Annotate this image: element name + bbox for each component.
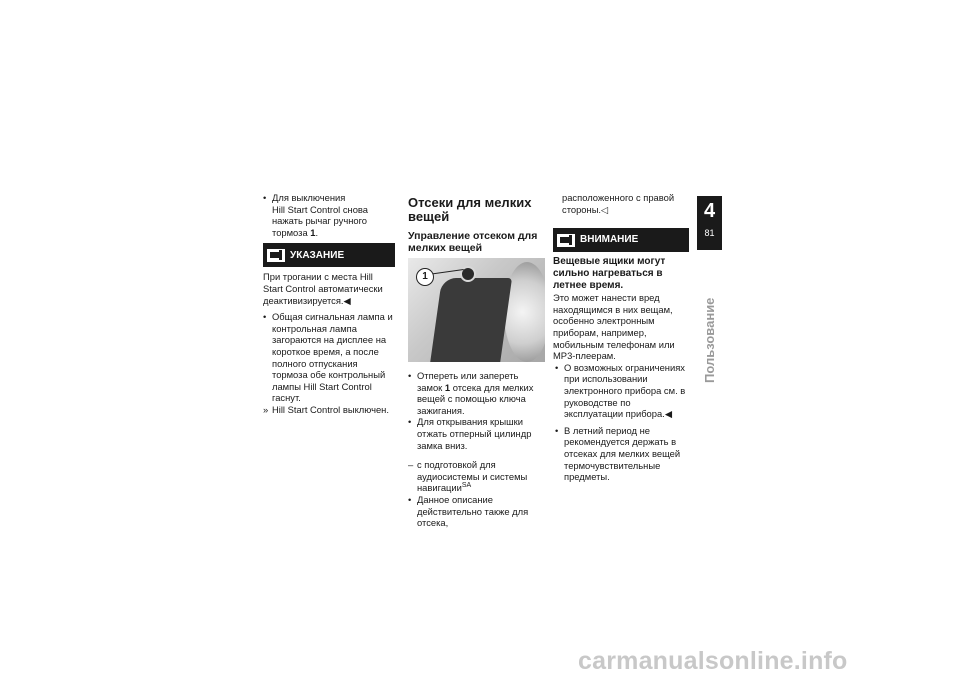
special-equipment-badge: SA — [461, 482, 472, 490]
continuation-mark-icon: ◁ — [601, 203, 609, 215]
chapter-number: 4 — [703, 200, 716, 222]
equipment-note — [408, 459, 545, 494]
result-text: Hill Start Control выключен. — [272, 403, 389, 415]
reference-number: 1 — [444, 381, 451, 393]
item-text: Для открывания крышки отжать отперный цилиндр замка вниз. — [417, 416, 532, 451]
list-item — [263, 311, 395, 404]
item-text: Данное описание действительно также для отсека, — [417, 493, 529, 529]
result-item — [263, 404, 395, 416]
item-text: расположенного с правой стороны. — [562, 192, 675, 215]
notice-banner — [263, 243, 395, 267]
warning-heading: Вещевые ящики могут сильно нагреваться в летнее время. — [553, 256, 666, 292]
callout-marker: 1 — [416, 268, 434, 286]
watermark: carmanualsonline.info — [578, 647, 848, 675]
chapter-tab — [697, 196, 722, 250]
notice-icon — [267, 249, 285, 262]
page-number: 81 — [704, 228, 715, 238]
item-text: отсека для мелких вещей с помощью ключа зажигания. — [417, 381, 534, 416]
reference-number: 1 — [310, 226, 316, 238]
warning-label: ВНИМАНИЕ — [580, 234, 639, 246]
end-mark-icon: ◀ — [664, 408, 673, 420]
punctuation: . — [315, 226, 319, 238]
list-item — [555, 362, 689, 420]
list-item — [408, 370, 545, 416]
section-title: Отсеки для мелких вещей — [408, 195, 532, 224]
photo-detail — [430, 278, 512, 362]
item-text: Hill Start Control снова нажать рычаг ручного тормоза — [272, 203, 369, 238]
notice-label: УКАЗАНИЕ — [290, 249, 345, 261]
item-text: Для выключения — [272, 192, 346, 203]
column-2 — [408, 192, 545, 529]
warning-text: Это может нанести вред находящимся в них вещам, особенно электронным приборам, например, мобильным телефонам или MP3-плеерам. — [553, 292, 675, 362]
item-text: В летний период не рекомендуется держать в отсеках для мелких вещей термочувствительные предметы. — [564, 424, 681, 483]
continued-text — [553, 192, 689, 215]
item-text: Отпереть или запереть замок — [417, 370, 519, 393]
column-3 — [553, 192, 689, 483]
item-text: с подготовкой для аудиосистемы и системы навигации — [417, 459, 528, 494]
note-text — [263, 271, 395, 306]
end-mark-icon: ◀ — [343, 294, 351, 306]
item-text: Общая сигнальная лампа и контрольная лампа загораются на дисплее на короткое время, а после полного отпускания тормоза обе контрольный лампы Hill Start Control гаснут. — [272, 311, 393, 404]
list-item — [408, 416, 545, 451]
item-text: О возможных ограничениях при использовании электронного прибора см. в руководстве по эксплуатации прибора. — [564, 361, 686, 420]
section-label: Пользование — [702, 297, 717, 383]
warning-banner — [553, 228, 689, 252]
section-subtitle: Управление отсеком для мелких вещей — [408, 230, 538, 254]
list-item — [408, 494, 545, 529]
list-item — [263, 192, 395, 238]
note-body: При трогании с места Hill Start Control автоматически деактивизируется. — [263, 271, 383, 306]
warning-icon — [557, 234, 575, 247]
photo-detail — [504, 262, 545, 362]
list-item — [555, 425, 689, 483]
storage-compartment-photo — [408, 258, 545, 362]
column-1 — [263, 192, 395, 416]
